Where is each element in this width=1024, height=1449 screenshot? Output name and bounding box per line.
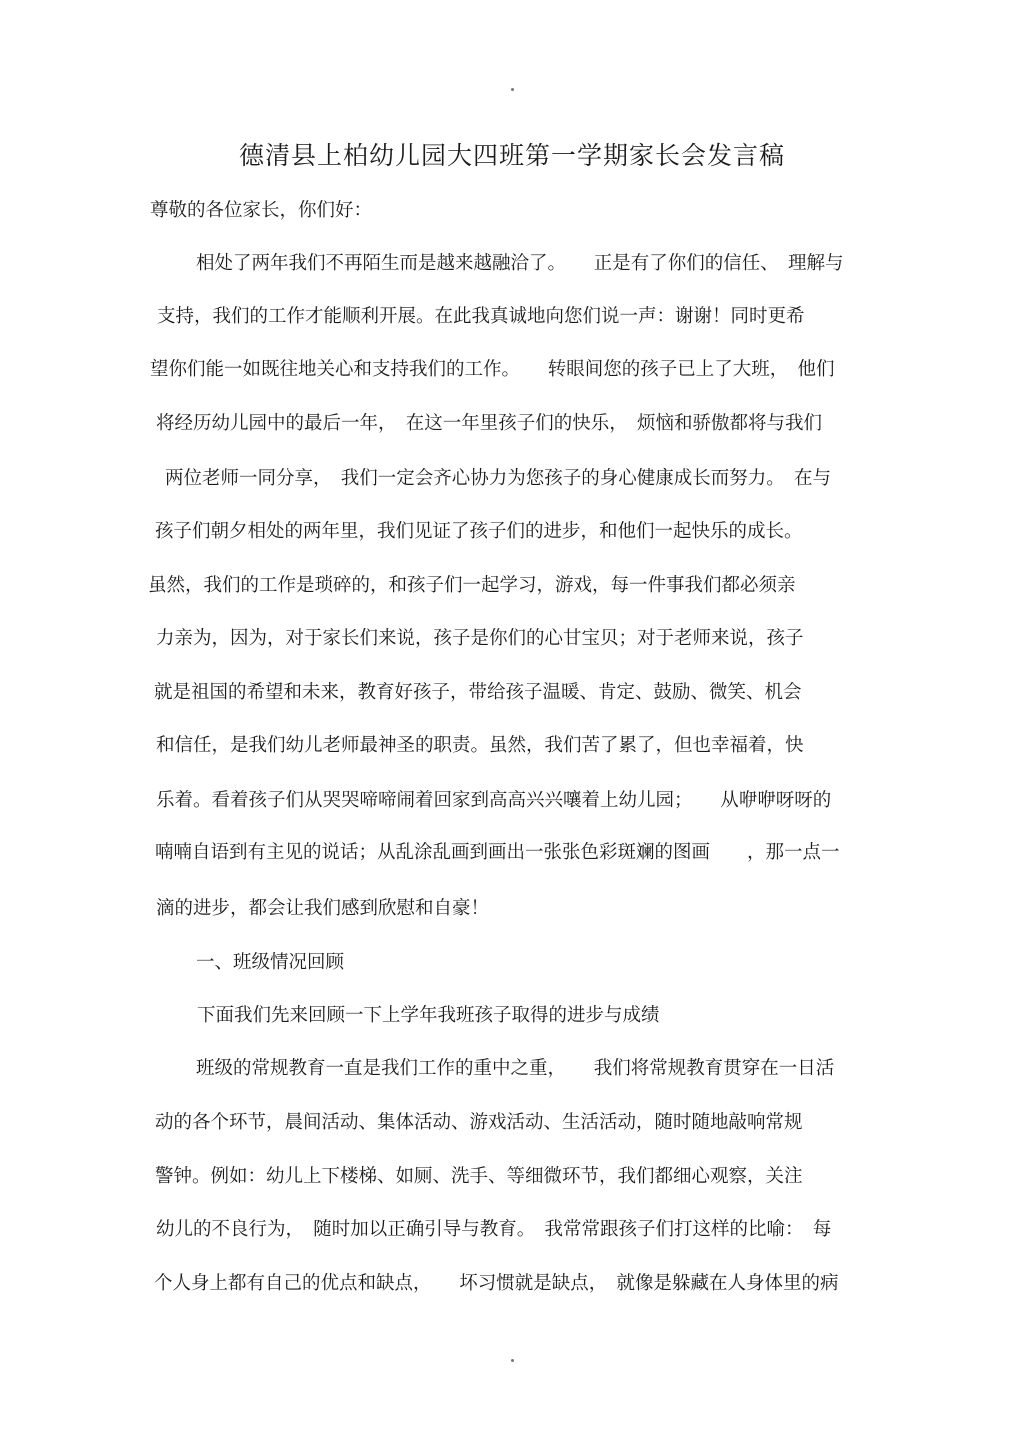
body-line: 虽然，我们的工作是琐碎的，和孩子们一起学习，游戏，每一件事我们都必须亲 xyxy=(148,575,796,596)
page-dot-top xyxy=(511,88,514,91)
body-line: 力亲为，因为，对于家长们来说，孩子是你们的心甘宝贝；对于老师来说，孩子 xyxy=(156,628,804,649)
document-title: 德清县上柏幼儿园大四班第一学期家长会发言稿 xyxy=(238,141,785,170)
body-line: 喃喃自语到有主见的说话；从乱涂乱画到画出一张张色彩斑斓的图画 ，那一点一 xyxy=(155,842,840,863)
body-line: 警钟。例如：幼儿上下楼梯、如厕、洗手、等细微环节，我们都细心观察，关注 xyxy=(155,1166,803,1187)
body-line: 幼儿的不良行为， 随时加以正确引导与教育。 我常常跟孩子们打这样的比喻： 每 xyxy=(156,1219,832,1240)
body-line: 下面我们先来回顾一下上学年我班孩子取得的进步与成绩 xyxy=(197,1005,660,1026)
section-heading: 一、班级情况回顾 xyxy=(196,952,345,973)
body-line: 尊敬的各位家长，你们好： xyxy=(150,200,373,221)
body-line: 和信任，是我们幼儿老师最神圣的职责。虽然，我们苦了累了，但也幸福着，快 xyxy=(156,735,804,756)
body-line: 个人身上都有自己的优点和缺点， 坏习惯就是缺点， 就像是躲藏在人身体里的病 xyxy=(154,1273,839,1294)
body-line: 两位老师一同分享， 我们一定会齐心协力为您孩子的身心健康成长而努力。 在与 xyxy=(165,468,832,489)
body-line: 滴的进步，都会让我们感到欣慰和自豪！ xyxy=(156,898,490,919)
body-line: 支持，我们的工作才能顺利开展。在此我真诚地向您们说一声：谢谢！同时更希 xyxy=(157,306,805,327)
body-line: 相处了两年我们不再陌生而是越来越融洽了。 正是有了你们的信任、 理解与 xyxy=(196,253,844,274)
body-line: 动的各个环节，晨间活动、集体活动、游戏活动、生活活动，随时随地敲响常规 xyxy=(155,1112,803,1133)
body-line: 班级的常规教育一直是我们工作的重中之重， 我们将常规教育贯穿在一日活 xyxy=(196,1058,835,1079)
page-dot-bottom xyxy=(511,1359,514,1362)
body-line: 望你们能一如既往地关心和支持我们的工作。 转眼间您的孩子已上了大班， 他们 xyxy=(150,359,835,380)
body-line: 孩子们朝夕相处的两年里，我们见证了孩子们的进步，和他们一起快乐的成长。 xyxy=(155,521,803,542)
body-line: 将经历幼儿园中的最后一年， 在这一年里孩子们的快乐， 烦恼和骄傲都将与我们 xyxy=(156,413,823,434)
body-line: 就是祖国的希望和未来，教育好孩子，带给孩子温暖、肯定、鼓励、微笑、机会 xyxy=(154,682,802,703)
body-line: 乐着。看着孩子们从哭哭啼啼闹着回家到高高兴兴嚷着上幼儿园； 从咿咿呀呀的 xyxy=(156,790,832,811)
